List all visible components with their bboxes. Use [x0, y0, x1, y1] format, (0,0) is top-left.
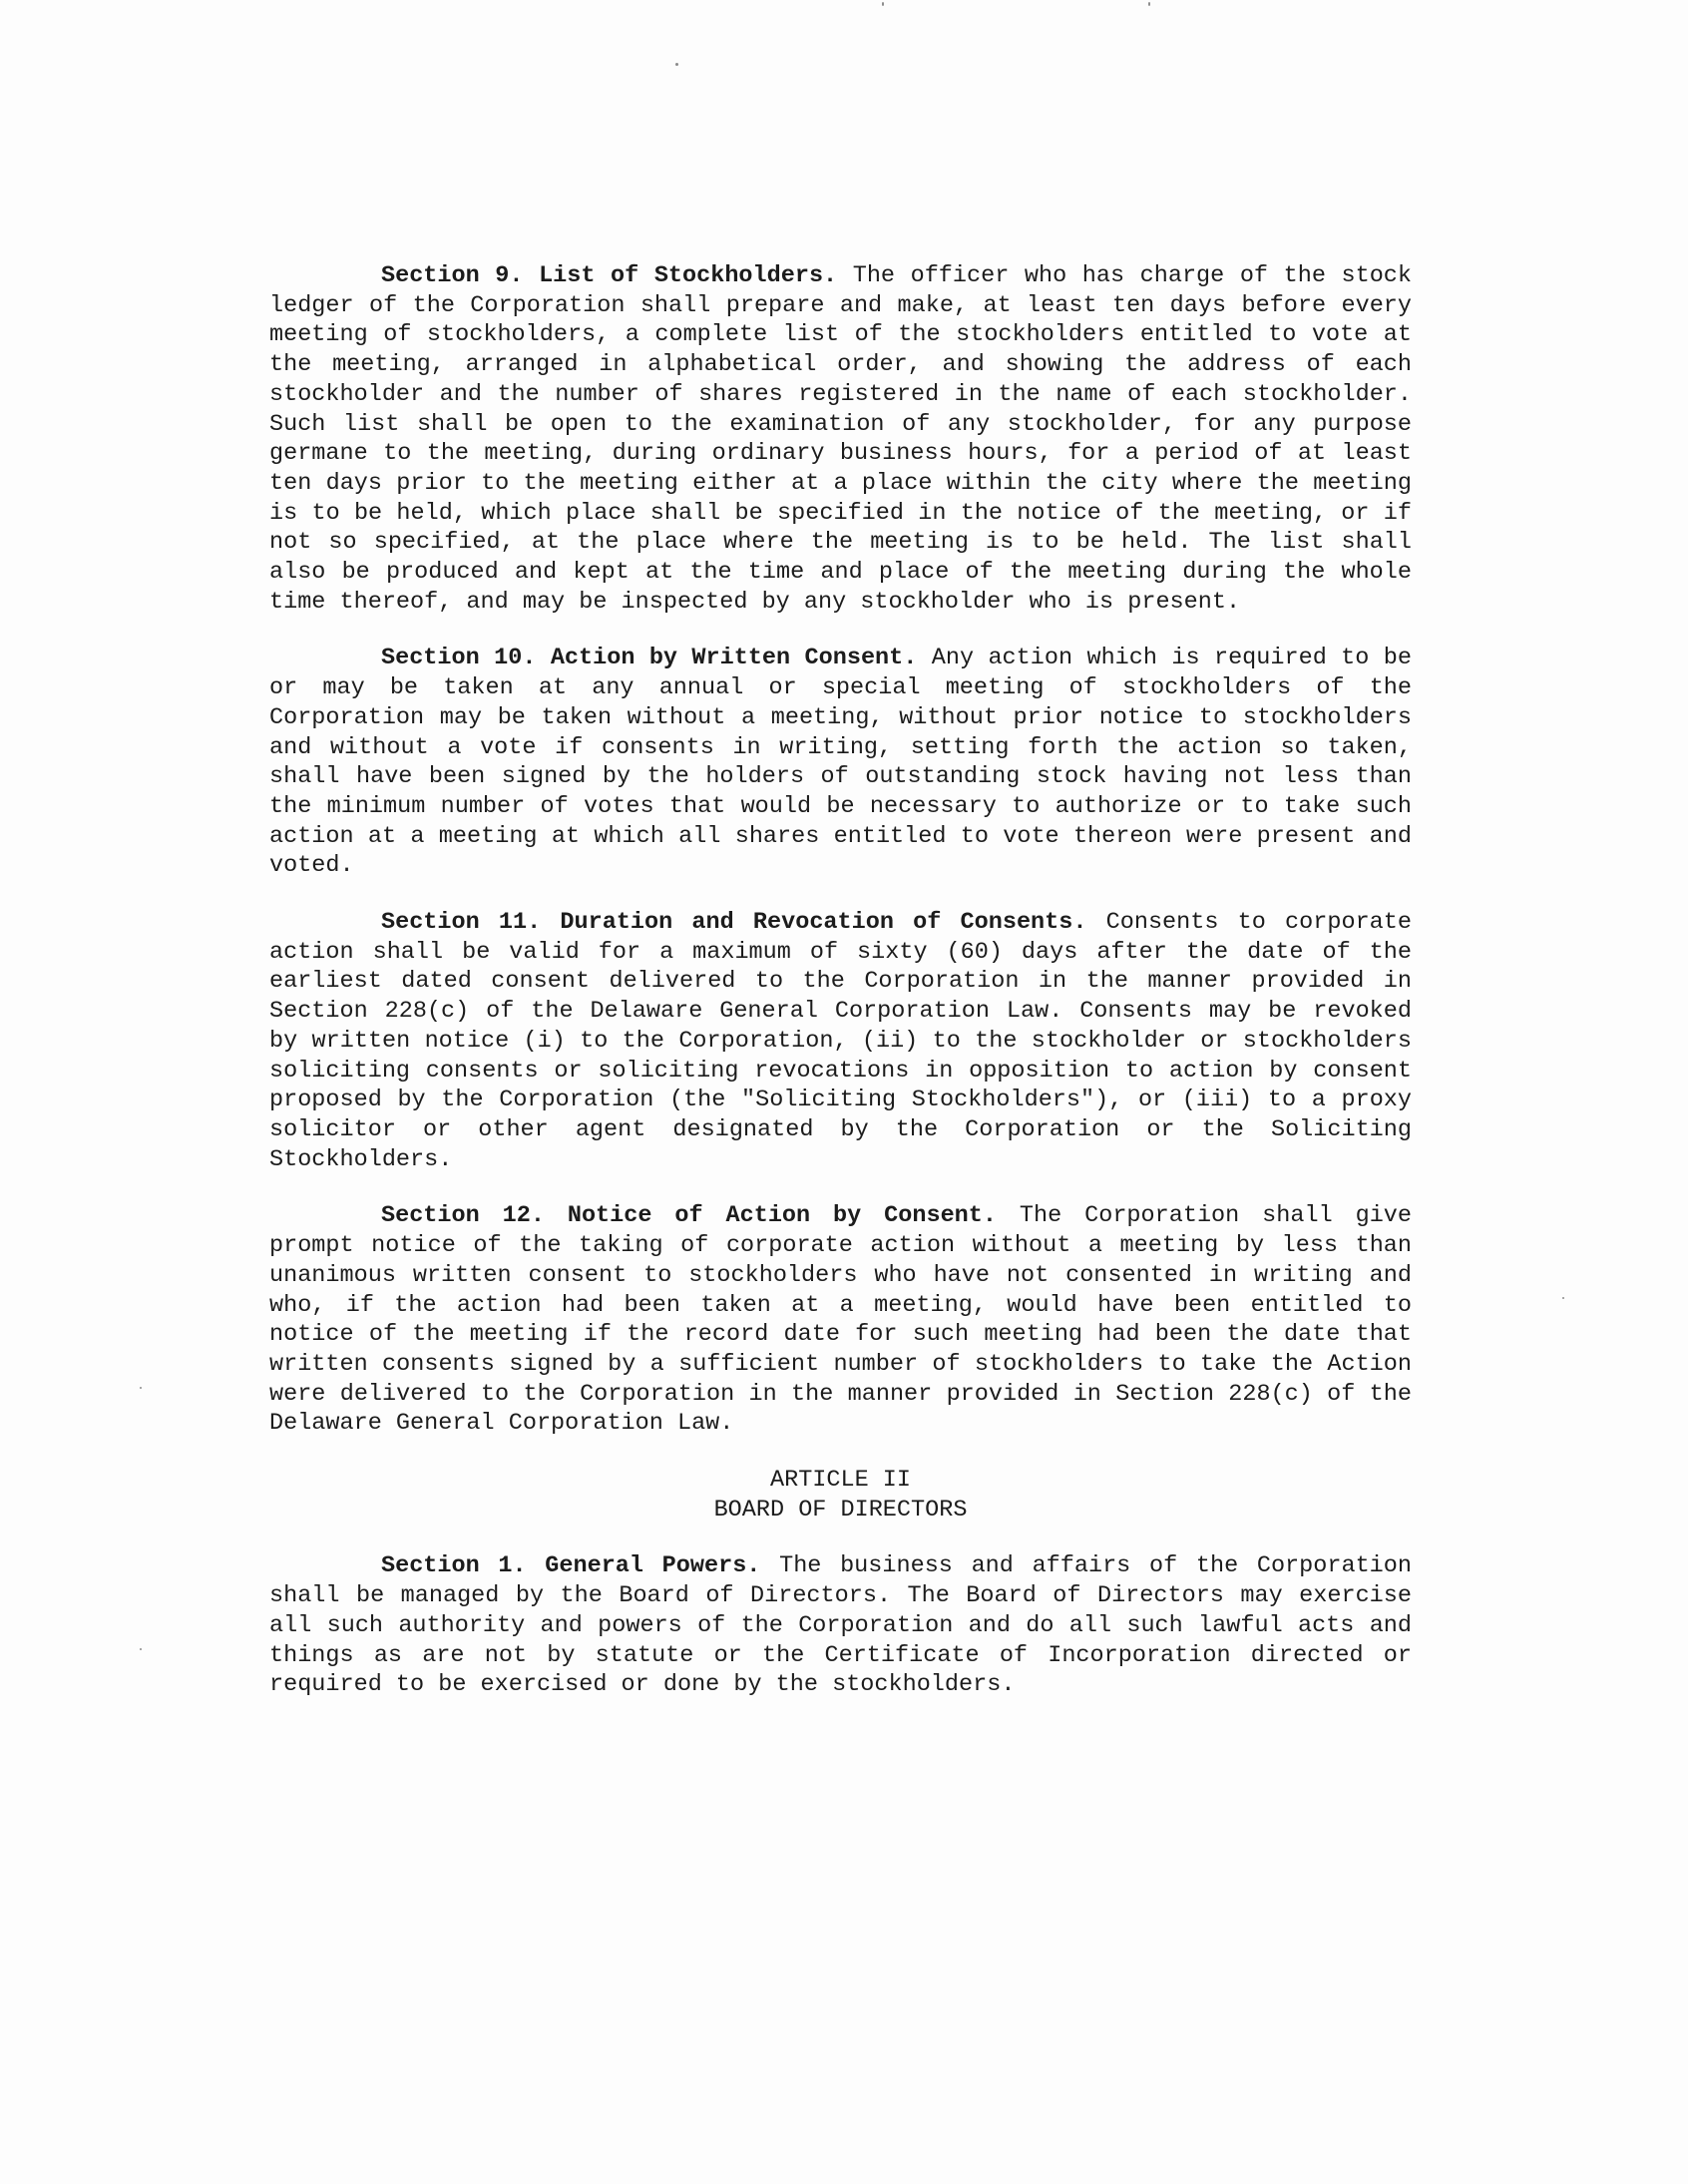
scan-speck: [882, 2, 884, 6]
scan-speck: [140, 1387, 142, 1389]
section-9-paragraph: [269, 261, 1412, 617]
section-11-heading: Section 11. Duration and Revocation of Consents.: [381, 909, 1087, 937]
section-10-paragraph: [269, 644, 1412, 881]
section-12-paragraph: [269, 1201, 1412, 1439]
section-10-text: Any action which is required to be or may be taken at any annual or special meeting of stockholders of the Corporation may be taken without a meeting, without prior notice to stockholders and without a vote if consents in writing, setting forth the action so taken, shall have been signed by the holders of outstanding stock having not less than the minimum number of votes that would be necessary to authorize or to take such action at a meeting at which all shares entitled to vote thereon were present and voted.: [269, 645, 1412, 880]
section-12-text: The Corporation shall give prompt notice of the taking of corporate action without a meeting by less than unanimous written consent to stockholders who have not consented in writing and who, if the action had been taken at a meeting, would have been entitled to notice of the meeting if the record date for such meeting had been the date that written consents signed by a sufficient number of stockholders to take the Action were delivered to the Corporation in the manner provided in Section 228(c) of the Delaware General Corporation Law.: [269, 1202, 1413, 1438]
article-heading: [269, 1466, 1412, 1525]
scan-speck: [675, 63, 678, 66]
section-10-heading: Section 10. Action by Written Consent.: [381, 645, 918, 672]
scan-speck: [1562, 1297, 1564, 1299]
article-2-section-1-heading: Section 1. General Powers.: [381, 1552, 761, 1580]
article-2-section-1-text: The business and affairs of the Corporation shall be managed by the Board of Directors. The Board of Directors may exercise all such authority and powers of the Corporation and do all such lawful acts and things as are not by statute or the Certificate of Incorporation directed or required to be exercised or done by the stockholders.: [269, 1552, 1412, 1699]
section-9-text: The officer who has charge of the stock ledger of the Corporation shall prepare and make, at least ten days before every meeting of stockholders, a complete list of the stockholders entitled to vote at the meeting, arranged in alphabetical order, and showing the address of each stockholder and the number of shares registered in the name of each stockholder. Such list shall be open to the examination of any stockholder, for any purpose germane to the meeting, during ordinary business hours, for a period of at least ten days prior to the meeting either at a place within the city where the meeting is to be held, which place shall be specified in the notice of the meeting, or if not so specified, at the place where the meeting is to be held. The list shall also be produced and kept at the time and place of the meeting during the whole time thereof, and may be inspected by any stockholder who is present.: [269, 262, 1412, 616]
section-11-paragraph: [269, 908, 1412, 1174]
section-12-heading: Section 12. Notice of Action by Consent.: [381, 1202, 997, 1230]
document-body: [269, 261, 1412, 1727]
section-11-text: Consents to corporate action shall be valid for a maximum of sixty (60) days after the date of the earliest dated consent delivered to the Corporation in the manner provided in Section 228(c) of the Delaware General Corporation Law. Consents may be revoked by written notice (i) to the Corporation, (ii) to the stockholder or stockholders soliciting consents or soliciting revocations in opposition to action by consent proposed by the Corporation (the "Soliciting Stockholders"), or (iii) to a proxy solicitor or other agent designated by the Corporation or the Soliciting Stockholders.: [269, 909, 1412, 1173]
section-9-heading: Section 9. List of Stockholders.: [381, 262, 838, 289]
scan-speck: [140, 1648, 142, 1650]
scan-speck: [1148, 2, 1150, 6]
article-number: ARTICLE II: [769, 1467, 912, 1495]
article-title: BOARD OF DIRECTORS: [713, 1496, 968, 1524]
article-2-section-1-paragraph: [269, 1551, 1412, 1700]
